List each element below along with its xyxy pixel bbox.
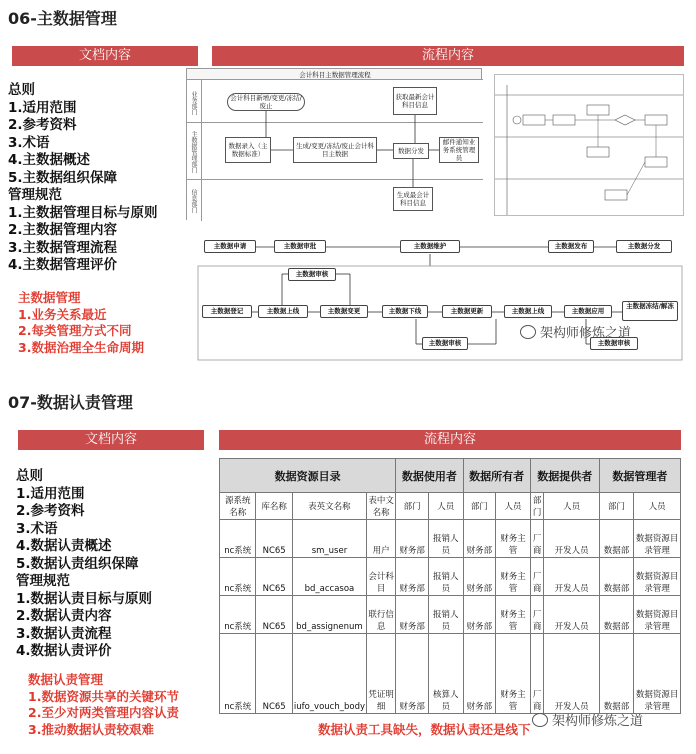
table-cell: 数据资源目录管理: [634, 520, 681, 558]
table-cell: NC65: [256, 634, 292, 714]
doc-content-banner: 文档内容: [12, 46, 198, 66]
table-cell: 财务部: [463, 596, 496, 634]
outline-item: 4.主数据概述: [8, 152, 91, 168]
watermark: 架构师修炼之道: [520, 322, 631, 341]
table-cell: bd_accasoa: [292, 558, 366, 596]
table-cell: 开发人员: [544, 596, 599, 634]
outline-07: [16, 468, 152, 661]
outline-item: 5.数据认责组织保障: [16, 555, 139, 572]
table-cell: 厂商: [530, 520, 544, 558]
outline-item: 管理规范: [8, 187, 62, 203]
outline-item: 总则: [8, 82, 35, 98]
table-cell: NC65: [256, 596, 292, 634]
table-cell: 报销人员: [429, 596, 464, 634]
table-row: [220, 558, 681, 596]
flow-step: 主数据申请: [204, 240, 256, 253]
outline-item: 2.数据认责内容: [16, 608, 112, 624]
red-list-item: 3.数据治理全生命周期: [18, 339, 144, 355]
table-cell: 财务主管: [496, 596, 531, 634]
table-cell: 开发人员: [544, 520, 599, 558]
lane-label: 主数据管理部门: [190, 131, 197, 173]
outline-item: 1.适用范围: [16, 485, 85, 502]
table-sub-header: 部门: [463, 493, 496, 520]
swimlane-diagram: [186, 68, 482, 220]
red-list-item: 主数据管理: [18, 290, 81, 305]
flow-step: 主数据维护: [400, 240, 460, 253]
table-cell: 凭证明细: [367, 634, 396, 714]
flow-step: 主数据审批: [274, 240, 326, 253]
table-group-header: 数据所有者: [463, 459, 530, 493]
flow-step: 主数据下线: [382, 305, 428, 318]
red-list-item: 1.数据资源共享的关键环节: [28, 688, 179, 704]
table-cell: 财务部: [396, 634, 429, 714]
table-group-header: 数据资源目录: [220, 459, 396, 493]
table-cell: 数据资源目录管理: [634, 558, 681, 596]
flow-node: 邮件通知业务系统管理员: [439, 137, 479, 163]
table-cell: 用户: [367, 520, 396, 558]
wechat-icon: [532, 713, 548, 727]
table-cell: nc系统: [220, 634, 256, 714]
table-sub-header: 部门: [396, 493, 429, 520]
wechat-icon: [520, 325, 536, 339]
flow-node: 获取最新会计科目信息: [393, 87, 437, 115]
flow-step: 主数据应用: [564, 305, 612, 318]
table-sub-header: 源系统名称: [220, 493, 256, 520]
outline-item: 1.适用范围: [8, 99, 77, 116]
outline-item: 4.数据认责概述: [16, 538, 112, 554]
flow-node: 数据分发: [393, 143, 429, 159]
table-cell: sm_user: [292, 520, 366, 558]
table-cell: 开发人员: [544, 634, 599, 714]
red-list-item: 2.每类管理方式不同: [18, 323, 132, 338]
table-cell: 财务主管: [496, 520, 531, 558]
table-cell: 财务主管: [496, 558, 531, 596]
swimlane-title: 会计科目主数据管理流程: [299, 71, 371, 79]
flow-content-banner: 流程内容: [219, 430, 681, 450]
red-list-item: 数据认责管理: [28, 672, 104, 687]
table-cell: 厂商: [530, 634, 544, 714]
responsibility-table: [219, 458, 681, 714]
table-sub-header: 库名称: [256, 493, 292, 520]
flow-step: 主数据冻结/解冻: [622, 301, 678, 321]
table-cell: 数据资源目录管理: [634, 634, 681, 714]
flow-node: 生成/变更/冻结/废止会计科目主数据: [293, 137, 377, 163]
outline-item: 管理规范: [16, 573, 70, 589]
flow-step: 主数据发布: [548, 240, 594, 253]
table-cell: 核算人员: [429, 634, 464, 714]
table-cell: 财务部: [396, 596, 429, 634]
outline-item: 3.术语: [8, 134, 50, 151]
red-list-item: 2.至少对两类管理内容认责: [28, 705, 179, 720]
red-list-06: [18, 290, 144, 356]
outline-item: 3.术语: [16, 520, 58, 537]
flow-step: 主数据审核: [288, 268, 336, 281]
table-cell: nc系统: [220, 596, 256, 634]
bottom-note: 数据认责工具缺失，数据认责还是线下: [318, 722, 531, 737]
flow-step: 主数据审核: [422, 337, 468, 350]
table-cell: 数据部: [599, 520, 634, 558]
red-list-item: 1.业务关系最近: [18, 306, 107, 322]
flow-node: 生成最会计科目信息: [393, 187, 433, 211]
lane-label: 信息部门: [190, 189, 197, 213]
flow-step: 主数据审核: [590, 337, 638, 350]
flow-node: 会计科目新增/变更/冻结/废止: [227, 93, 305, 111]
table-sub-header: 人员: [496, 493, 531, 520]
table-sub-header: 人员: [544, 493, 599, 520]
table-cell: NC65: [256, 558, 292, 596]
outline-item: 1.主数据管理目标与原则: [8, 204, 158, 221]
table-cell: nc系统: [220, 520, 256, 558]
flow-step: 主数据更新: [442, 305, 492, 318]
table-row: [220, 520, 681, 558]
outline-item: 2.参考资料: [8, 117, 77, 133]
table-cell: 联行信息: [367, 596, 396, 634]
table-cell: 财务部: [396, 558, 429, 596]
table-cell: 数据部: [599, 558, 634, 596]
table-cell: 厂商: [530, 596, 544, 634]
table-cell: 财务部: [396, 520, 429, 558]
flow-step: 主数据上线: [504, 305, 552, 318]
flow-step: 主数据变更: [320, 305, 368, 318]
table-group-header: 数据使用者: [396, 459, 463, 493]
table-sub-header: 表英文名称: [292, 493, 366, 520]
flow-step: 主数据分发: [616, 240, 672, 253]
table-row: [220, 596, 681, 634]
section-07-title: 07-数据认责管理: [8, 393, 133, 412]
outline-item: 2.主数据管理内容: [8, 222, 118, 238]
red-list-item: 3.推动数据认责较艰难: [28, 721, 154, 737]
table-sub-header: 表中文名称: [367, 493, 396, 520]
table-cell: 会计科目: [367, 558, 396, 596]
table-cell: 财务部: [463, 558, 496, 596]
table-cell: 财务主管: [496, 634, 531, 714]
master-data-flow: [196, 232, 684, 362]
table-cell: 报销人员: [429, 558, 464, 596]
section-06-title: 06-主数据管理: [8, 9, 117, 28]
outline-item: 2.参考资料: [16, 503, 85, 519]
table-cell: 开发人员: [544, 558, 599, 596]
table-cell: iufo_vouch_body: [292, 634, 366, 714]
red-list-07: [28, 672, 179, 738]
table-row: [220, 634, 681, 714]
table-cell: 数据资源目录管理: [634, 596, 681, 634]
outline-item: 总则: [16, 468, 43, 484]
table-sub-header: 部门: [530, 493, 544, 520]
table-sub-header: 人员: [429, 493, 464, 520]
outline-06: [8, 82, 158, 275]
outline-item: 5.主数据组织保障: [8, 169, 118, 186]
table-cell: 财务部: [463, 520, 496, 558]
flow-step: 主数据登记: [202, 305, 252, 318]
table-cell: 财务部: [463, 634, 496, 714]
table-cell: 厂商: [530, 558, 544, 596]
table-group-header: 数据管理者: [599, 459, 680, 493]
flowchart-thumbnail: [494, 74, 684, 216]
outline-item: 3.数据认责流程: [16, 625, 112, 642]
flow-step: 主数据上线: [258, 305, 308, 318]
outline-item: 4.数据认责评价: [16, 643, 112, 659]
outline-item: 3.主数据管理流程: [8, 239, 118, 256]
table-group-header: 数据提供者: [530, 459, 599, 493]
table-cell: 数据部: [599, 634, 634, 714]
flow-content-banner: 流程内容: [212, 46, 684, 66]
table-sub-header: 部门: [599, 493, 634, 520]
table-sub-header: 人员: [634, 493, 681, 520]
doc-content-banner: 文档内容: [18, 430, 204, 450]
table-cell: NC65: [256, 520, 292, 558]
table-cell: 报销人员: [429, 520, 464, 558]
table-cell: bd_assignenum: [292, 596, 366, 634]
table-cell: 数据部: [599, 596, 634, 634]
flow-node: 数据录入（主数据标准）: [225, 137, 271, 163]
outline-item: 1.数据认责目标与原则: [16, 590, 153, 607]
lane-label: 业务部门: [190, 91, 197, 115]
table-cell: nc系统: [220, 558, 256, 596]
watermark: 架构师修炼之道: [532, 710, 643, 729]
outline-item: 4.主数据管理评价: [8, 257, 118, 273]
